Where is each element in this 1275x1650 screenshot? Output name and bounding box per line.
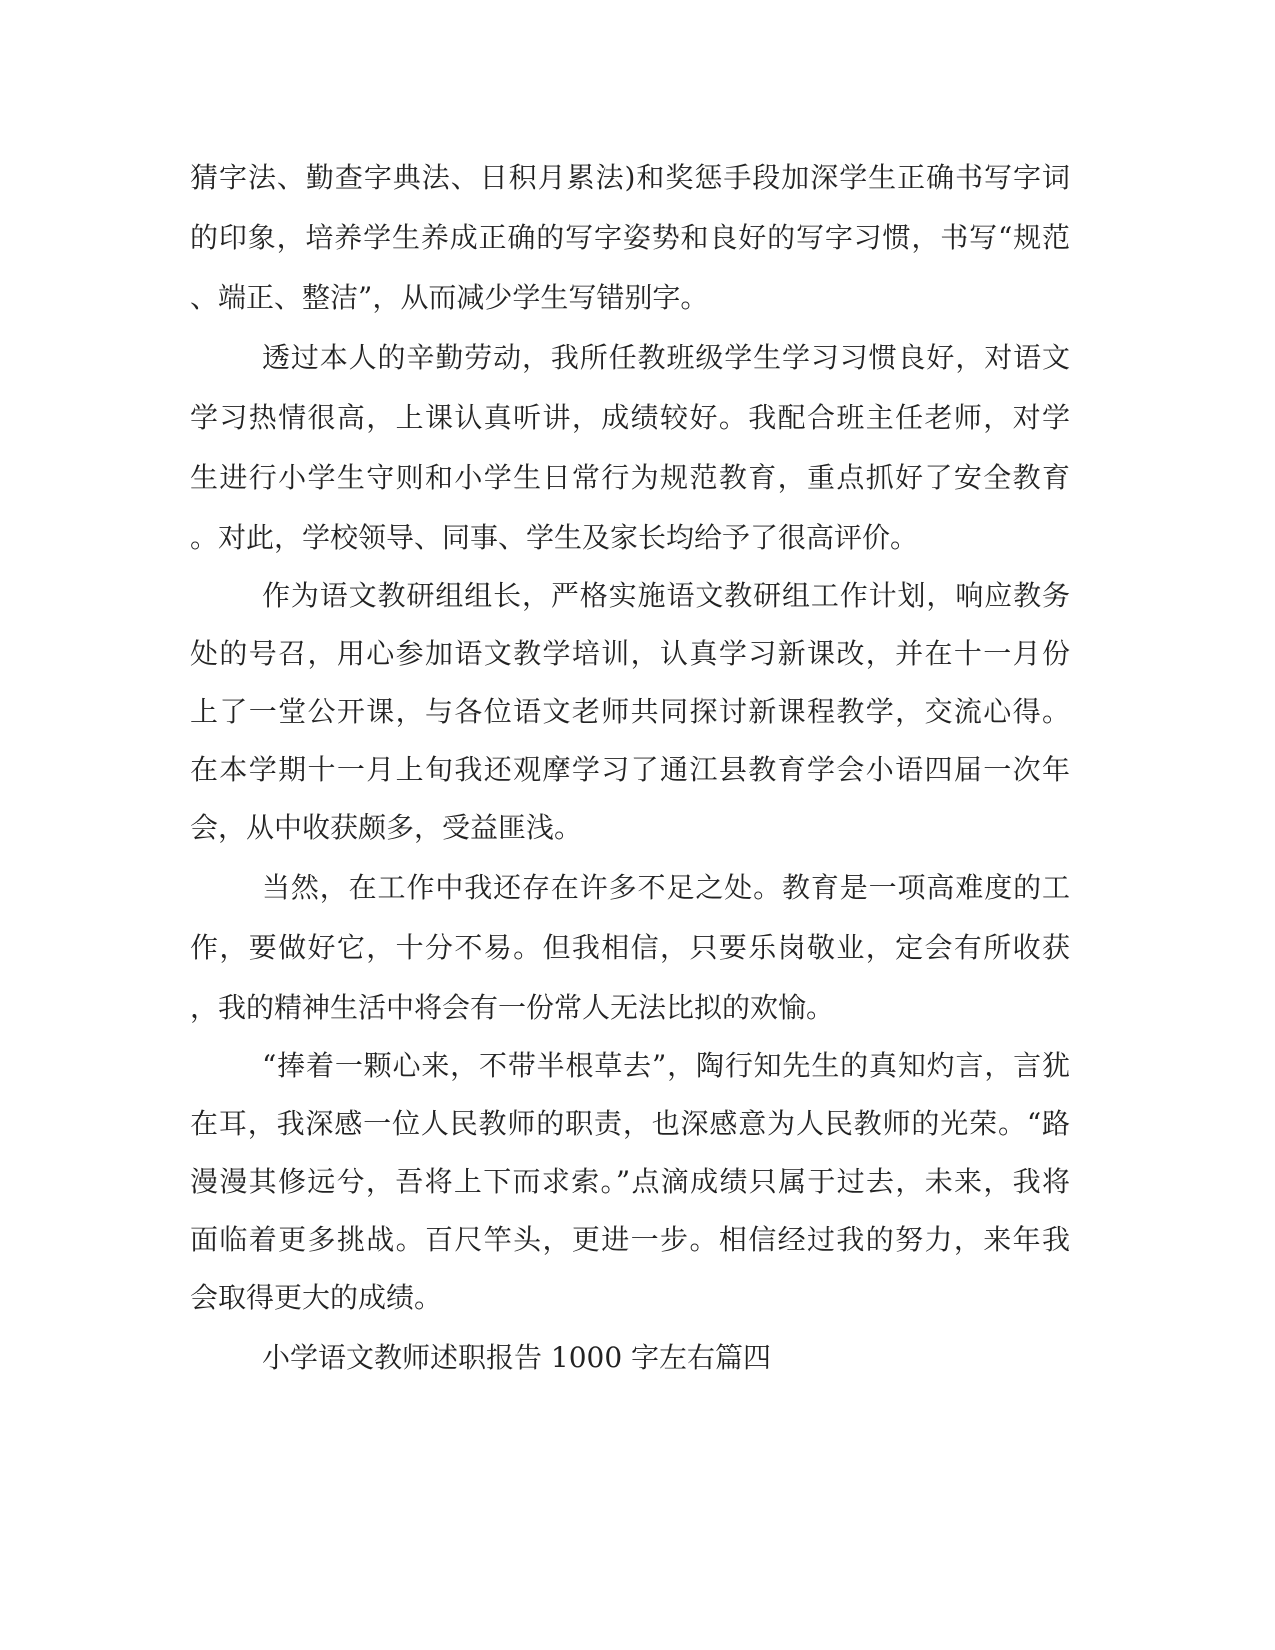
text-line: 在耳，我深感一位人民教师的职责，也深感意为人民教师的光荣。“路 xyxy=(190,1107,1070,1140)
text-line: 漫漫其修远兮，吾将上下而求索。”点滴成绩只属于过去，未来，我将 xyxy=(190,1165,1070,1198)
text-line: 学习热情很高，上课认真听讲，成绩较好。我配合班主任老师，对学 xyxy=(190,401,1070,434)
section-heading: 小学语文教师述职报告 1000 字左右篇四 xyxy=(262,1341,772,1374)
text-line: 在本学期十一月上旬我还观摩学习了通江县教育学会小语四届一次年 xyxy=(190,753,1070,786)
paragraph-first-line: 作为语文教研组组长，严格实施语文教研组工作计划，响应教务 xyxy=(262,579,1070,612)
text-line: 会取得更大的成绩。 xyxy=(190,1281,443,1314)
text-line: 处的号召，用心参加语文教学培训，认真学习新课改，并在十一月份 xyxy=(190,637,1070,670)
paragraph-first-line: 当然，在工作中我还存在许多不足之处。教育是一项高难度的工 xyxy=(262,871,1070,904)
paragraph-first-line: “捧着一颗心来，不带半根草去”，陶行知先生的真知灼言，言犹 xyxy=(262,1049,1070,1082)
text-line: 的印象，培养学生养成正确的写字姿势和良好的写字习惯，书写“规范 xyxy=(190,221,1070,254)
text-line: 猜字法、勤查字典法、日积月累法)和奖惩手段加深学生正确书写字词 xyxy=(190,161,1070,194)
text-line: 。对此，学校领导、同事、学生及家长均给予了很高评价。 xyxy=(190,521,919,554)
text-line: 、端正、整洁”，从而减少学生写错别字。 xyxy=(190,281,709,314)
text-line: 作，要做好它，十分不易。但我相信，只要乐岗敬业，定会有所收获 xyxy=(190,931,1070,964)
text-line: 面临着更多挑战。百尺竿头，更进一步。相信经过我的努力，来年我 xyxy=(190,1223,1070,1256)
text-line: 会，从中收获颇多，受益匪浅。 xyxy=(190,811,583,844)
text-line: 生进行小学生守则和小学生日常行为规范教育，重点抓好了安全教育 xyxy=(190,461,1070,494)
text-line: ，我的精神生活中将会有一份常人无法比拟的欢愉。 xyxy=(190,991,835,1024)
paragraph-first-line: 透过本人的辛勤劳动，我所任教班级学生学习习惯良好，对语文 xyxy=(262,341,1070,374)
text-line: 上了一堂公开课，与各位语文老师共同探讨新课程教学，交流心得。 xyxy=(190,695,1070,728)
